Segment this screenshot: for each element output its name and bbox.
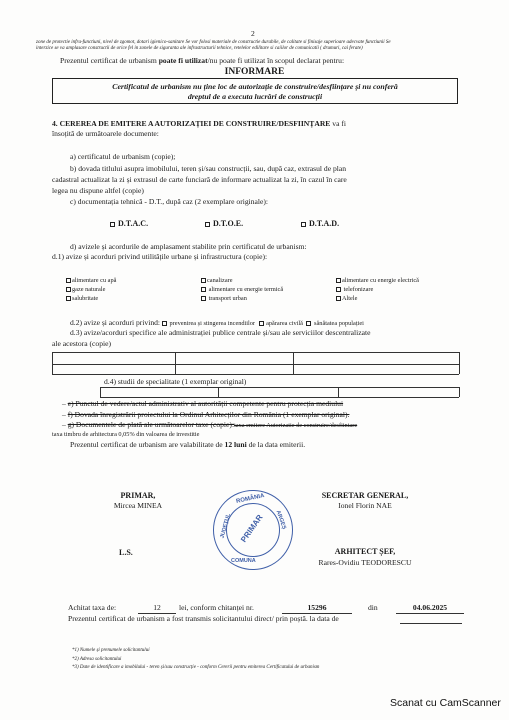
stamp-right-text: ARGEȘ [274,509,287,531]
utility-heating [201,286,283,294]
validity-pre: Prezentul certificat de urbanism are valabilitate de [70,440,225,449]
stamp-center-text: PRIMAR [239,512,265,545]
item-d1: d.1) avize și acorduri privind utilitățile urbane și infrastructura (copie): [52,252,268,261]
item-d4: d.4) studii de specialitate (1 exemplar original) [104,377,247,386]
dtad-checkbox[interactable] [301,222,306,227]
d2-label: d.2) avize și acorduri privind: [70,318,161,327]
item-d3-line-1: d.3) avize/acorduri specifice ale administrației publice centrale și/sau ale serviciilor descentralizate [70,328,371,337]
item-d: d) avizele și acordurile de amplasament stabilite prin certificatul de urbanism: [70,242,307,251]
utility-water-label: alimentare cu apă [72,277,117,284]
primar-name: Mircea MINEA [113,501,163,510]
utility-sewer [201,277,233,285]
official-stamp [213,490,293,570]
footnote-3: *3) Date de identificare a imobilului - teren și/sau construcție - conform Cererii pentru emiterea Certificatului de urbanism [72,665,320,670]
page-number: 2 [251,29,255,38]
item-g-text: g) Documentele de plată ale următoarelor taxe (copie): [67,420,235,429]
section-4-title [52,119,346,129]
health-checkbox[interactable] [306,321,311,326]
ls-label: L.S. [119,548,133,557]
d2-civil-label: apărarea civilă [266,320,303,327]
dtac-label: D.T.A.C. [118,219,149,228]
transmit-date-blank [400,623,462,624]
item-b-line-2: cadastral actualizat la zi și extrasul de carte funciară de informare actualizat la zi, în cazul în care [52,175,347,184]
item-f: – f) Dovada înregistrării proiectului la Ordinul Arhitecților din România (1 exemplar original). [62,410,350,419]
validity-line [70,440,305,450]
top-note-line-1: zone de protectie infra-functiuni, nivel de zgomot, dotari igienico-sanitare Se vor folosi materiale de constructie durabile, de calitate si finisaje superioare adecvate functiunii Se [36,40,391,45]
item-g-small-1: taxa emitere Autorizatie de construire/desfiintare [234,422,358,429]
notice-line-2: dreptul de a executa lucrări de construcții [187,92,323,101]
validity-bold: 12 luni [224,440,247,449]
stamp-top-text: ROMÂNIA [235,493,265,505]
notice-box [52,78,458,104]
receipt-date: 04.06.2025 [396,603,464,614]
transport-checkbox[interactable] [201,296,206,301]
top-note-line-2: interzice se va amplasare constructii de orice fel in zonele de siguranta ale infrastructurii tehnice, retelelor edilitare si caiilor de comunicatii ( drumuri, cai ferate) [36,46,363,51]
receipt-number: 15296 [282,603,352,614]
electricity-checkbox[interactable] [336,278,341,283]
purpose-pre: Prezentul certificat de urbanism [60,56,159,65]
d2-fire-label: prevenirea și stingerea incendiilor [169,320,256,327]
arhitect-title: ARHITECT ȘEF, [334,547,396,556]
dtad-label: D.T.A.D. [309,219,340,228]
fee-din: din [368,603,378,612]
water-checkbox[interactable] [66,278,71,283]
item-g-small-2: taxa timbru de arhitectura 0,05% din valoarea de investitie [52,431,200,438]
utility-other [336,295,357,303]
utility-transport-label: transport urban [208,295,247,302]
utility-sanitation-label: salubritate [72,295,99,302]
section-4-title-rest: va fi [330,119,346,128]
sewer-checkbox[interactable] [201,278,206,283]
telephone-checkbox[interactable] [336,287,341,292]
option-dtad [301,219,339,228]
section-4-title-bold: 4. CEREREA DE EMITERE A AUTORIZAȚIEI DE CONSTRUIRE/DESFIINȚARE [52,119,331,128]
purpose-bold: poate fi utilizat [158,56,208,65]
secretar-name: Ionel Florin NAE [338,501,392,510]
utility-transport [201,295,247,303]
utility-sanitation [66,295,98,303]
footnote-2: *2) Adresa solicitantului [72,657,122,662]
item-b-line-3: legea nu dispune altfel (copie) [52,186,144,195]
utility-electricity-label: alimentare cu energie electrică [342,277,419,284]
civil-checkbox[interactable] [259,321,264,326]
sanitation-checkbox[interactable] [66,296,71,301]
footnote-1: *1) Numele și prenumele solicitantului [72,648,150,653]
option-dtoe [205,219,243,228]
item-e: – e) Punctul de vedere/actul administrativ al autorității competente pentru protecția mediului [62,399,344,408]
primar-title: PRIMAR, [120,491,156,500]
utility-gas [66,286,105,294]
secretar-title: SECRETAR GENERAL, [321,491,409,500]
dtoe-checkbox[interactable] [205,222,210,227]
item-b-line-1: b) dovada titlului asupra imobilului, teren și/sau construcții, sau, după caz, extrasul de plan [70,164,347,173]
option-dtac [110,219,148,228]
item-d2 [70,318,364,328]
d2-health-label: sănătatea populației [314,320,364,327]
stamp-left-text: JUDEȚUL [219,512,232,540]
fee-mid-text: lei, conform chitanței nr. [179,603,254,612]
informare-heading: INFORMARE [224,67,285,77]
fire-checkbox[interactable] [162,321,167,326]
transmit-text: Prezentul certificat de urbanism a fost transmis solicitantului direct/ prin poștă. la data de [68,614,339,623]
fee-amount: 12 [138,603,176,614]
item-g: – g) Documentele de plată ale următoarelor taxe (copie):taxa emitere Autorizatie de construire/desfiintare [62,420,358,429]
utility-water [66,277,116,285]
utility-sewer-label: canalizare [207,277,233,284]
item-d3-line-2: ale acestora (copie) [52,339,112,348]
arhitect-name: Rares-Ovidiu TEODORESCU [318,558,412,567]
utility-telephone-label: telefonizare [343,286,374,293]
item-e-text: e) Punctul de vedere/actul administrativ al autorității competente pentru protecția mediului [67,399,344,408]
section-4-subtitle: însoțită de următoarele documente: [52,129,159,138]
utility-heating-label: alimentare cu energie termică [208,286,284,293]
stamp-bottom-text: COMUNA [231,558,256,564]
utility-electricity [336,277,419,285]
heating-checkbox[interactable] [201,287,206,292]
gas-checkbox[interactable] [66,287,71,292]
item-f-text: f) Dovada înregistrării proiectului la Ordinul Arhitecților din România (1 exemplar original). [67,410,350,419]
validity-post: de la data emiterii. [246,440,306,449]
item-a: a) certificatul de urbanism (copie); [70,152,176,161]
dtoe-label: D.T.O.E. [213,219,244,228]
notice-line-1: Certificatul de urbanism nu ține loc de autorizație de construire/desființare și nu conferă [112,82,398,91]
utility-other-label: Altele [342,295,358,302]
other-checkbox[interactable] [336,296,341,301]
purpose-line [60,56,344,66]
purpose-post: /nu poate fi utilizat în scopul declarat pentru: [207,56,345,65]
fee-label: Achitat taxa de: [68,603,117,612]
item-c: c) documentația tehnică - D.T., după caz (2 exemplare originale): [70,197,269,206]
utility-gas-label: gaze naturale [72,286,106,293]
dtac-checkbox[interactable] [110,222,115,227]
utility-telephone [336,286,373,294]
camscanner-watermark: Scanat cu CamScanner [390,697,501,709]
